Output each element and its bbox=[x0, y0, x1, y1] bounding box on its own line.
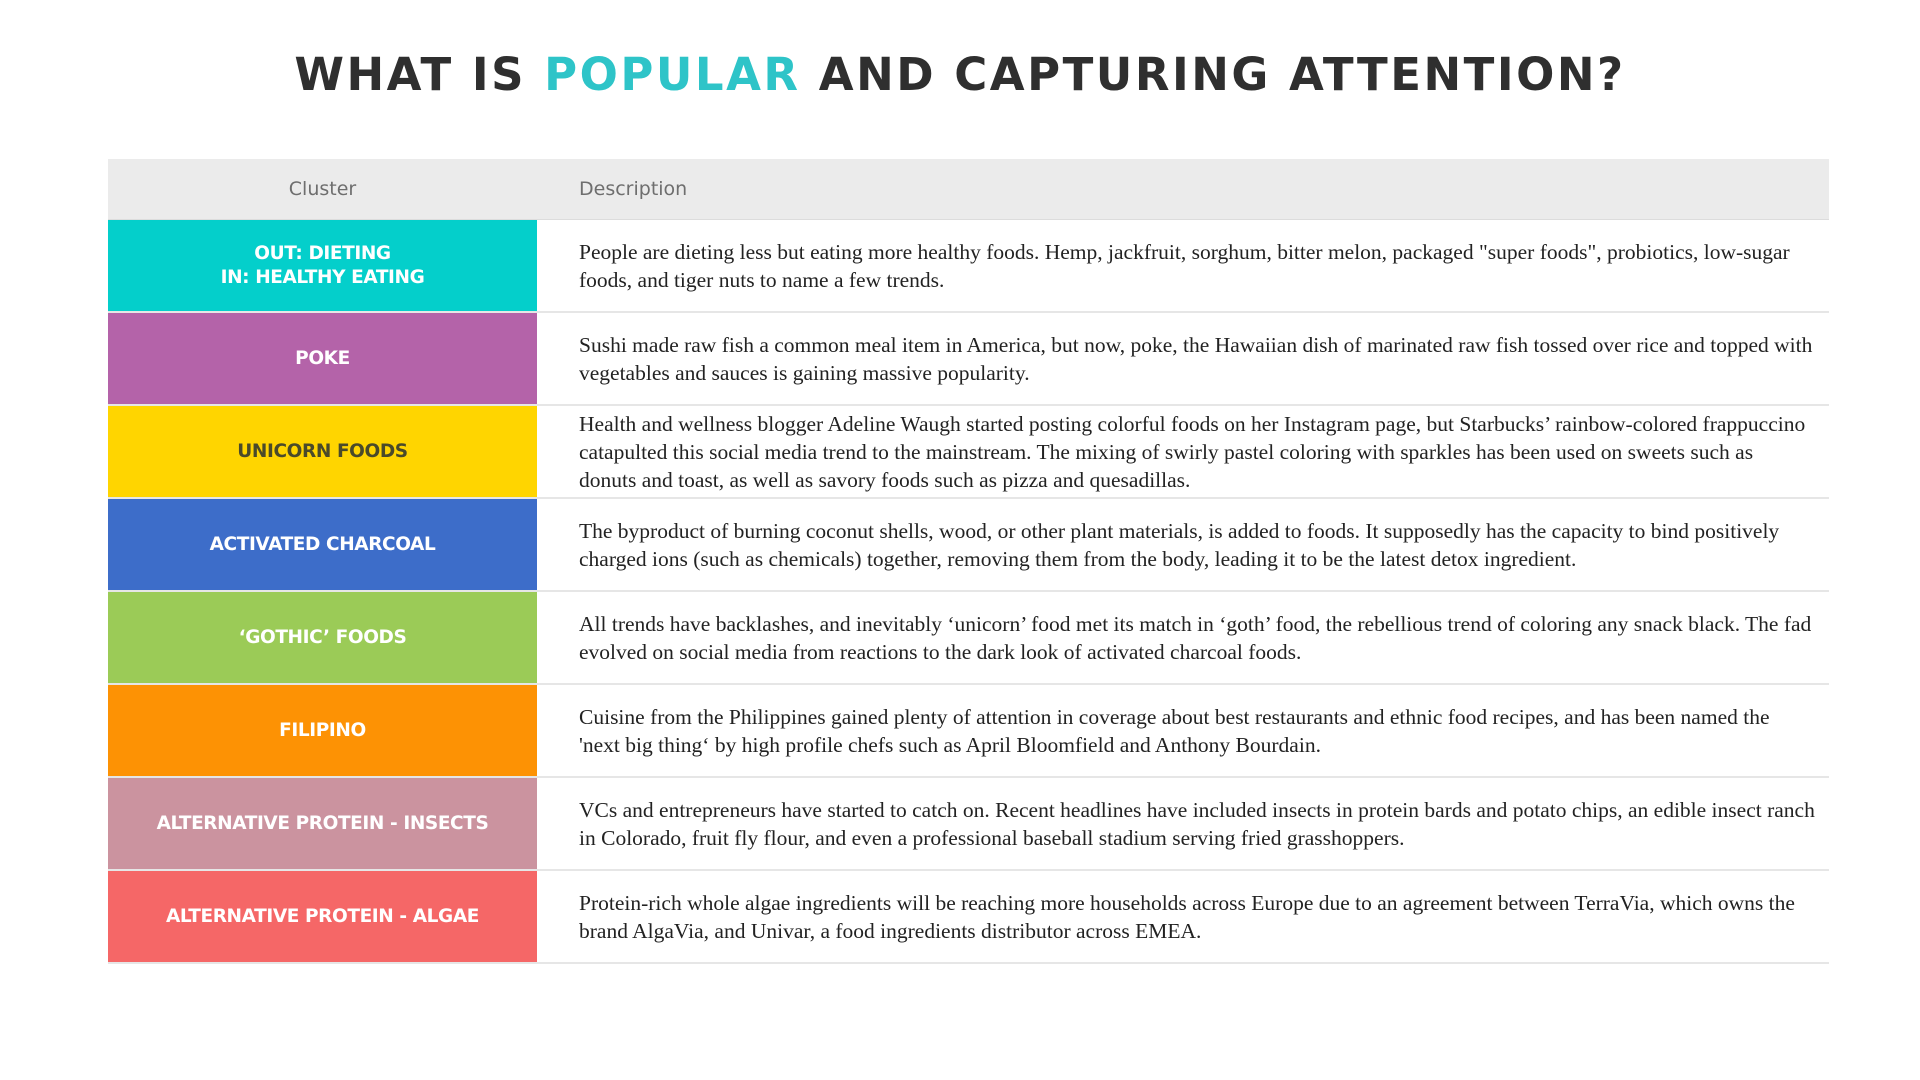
cluster-description: Health and wellness blogger Adeline Waugh started posting colorful foods on her Instagram page, but Starbucks’ rainbow-colored frappuccino catapulted this social media trend to the mainstream. The mixing of swirly pastel coloring with sparkles has been used on sweets such as donuts and toast, as well as savory foods such as pizza and quesadillas. bbox=[579, 411, 1806, 492]
cluster-label: FILIPINO bbox=[108, 685, 537, 776]
table-row bbox=[108, 685, 1829, 778]
cluster-description: Protein-rich whole algae ingredients will be reaching more households across Europe due to an agreement between TerraVia, which owns the brand AlgaVia, and Univar, a food ingredients distributor across EMEA. bbox=[579, 890, 1795, 943]
cluster-description: The byproduct of burning coconut shells, wood, or other plant materials, is added to foods. It supposedly has the capacity to bind positively charged ions (such as chemicals) together, removing them from the body, leading it to be the latest detox ingredient. bbox=[579, 518, 1780, 571]
header-cluster: Cluster bbox=[288, 178, 357, 200]
table-row bbox=[108, 871, 1829, 964]
page-title bbox=[0, 48, 1920, 101]
table-body bbox=[108, 220, 1829, 964]
cluster-label: OUT: DIETING IN: HEALTHY EATING bbox=[108, 220, 537, 311]
cluster-description: People are dieting less but eating more healthy foods. Hemp, jackfruit, sorghum, bitter melon, packaged "super foods", probiotics, low-sugar foods, and tiger nuts to name a few trends. bbox=[579, 239, 1790, 292]
cluster-label: ALTERNATIVE PROTEIN - INSECTS bbox=[108, 778, 537, 869]
cluster-description: Cuisine from the Philippines gained plenty of attention in coverage about best restaurants and ethnic food recipes, and has been named the 'next big thing‘ by high profile chefs such as April Bloomfield and Anthony Bourdain. bbox=[579, 704, 1770, 757]
table-row bbox=[108, 220, 1829, 313]
header-description: Description bbox=[579, 178, 688, 200]
table-row bbox=[108, 313, 1829, 406]
cluster-label: ALTERNATIVE PROTEIN - ALGAE bbox=[108, 871, 537, 962]
cluster-label: POKE bbox=[108, 313, 537, 404]
title-prefix: WHAT IS bbox=[294, 48, 545, 101]
title-accent: POPULAR bbox=[544, 48, 801, 101]
cluster-description: Sushi made raw fish a common meal item in America, but now, poke, the Hawaiian dish of marinated raw fish tossed over rice and topped with vegetables and sauces is gaining massive popularity. bbox=[579, 332, 1813, 385]
trends-table bbox=[108, 159, 1829, 964]
cluster-label: UNICORN FOODS bbox=[108, 406, 537, 497]
cluster-description: All trends have backlashes, and inevitably ‘unicorn’ food met its match in ‘goth’ food, the rebellious trend of coloring any snack black. The fad evolved on social media from reactions to the dark look of activated charcoal foods. bbox=[579, 611, 1812, 664]
cluster-label: ACTIVATED CHARCOAL bbox=[108, 499, 537, 590]
cluster-label: ‘GOTHIC’ FOODS bbox=[108, 592, 537, 683]
table-row bbox=[108, 592, 1829, 685]
table-row bbox=[108, 406, 1829, 499]
title-suffix: AND CAPTURING ATTENTION? bbox=[800, 48, 1626, 101]
table-row bbox=[108, 499, 1829, 592]
cluster-description: VCs and entrepreneurs have started to catch on. Recent headlines have included insects in protein bards and potato chips, an edible insect ranch in Colorado, fruit fly flour, and even a professional baseball stadium serving fried grasshoppers. bbox=[579, 797, 1815, 850]
table-row bbox=[108, 778, 1829, 871]
table-header bbox=[108, 159, 1829, 220]
